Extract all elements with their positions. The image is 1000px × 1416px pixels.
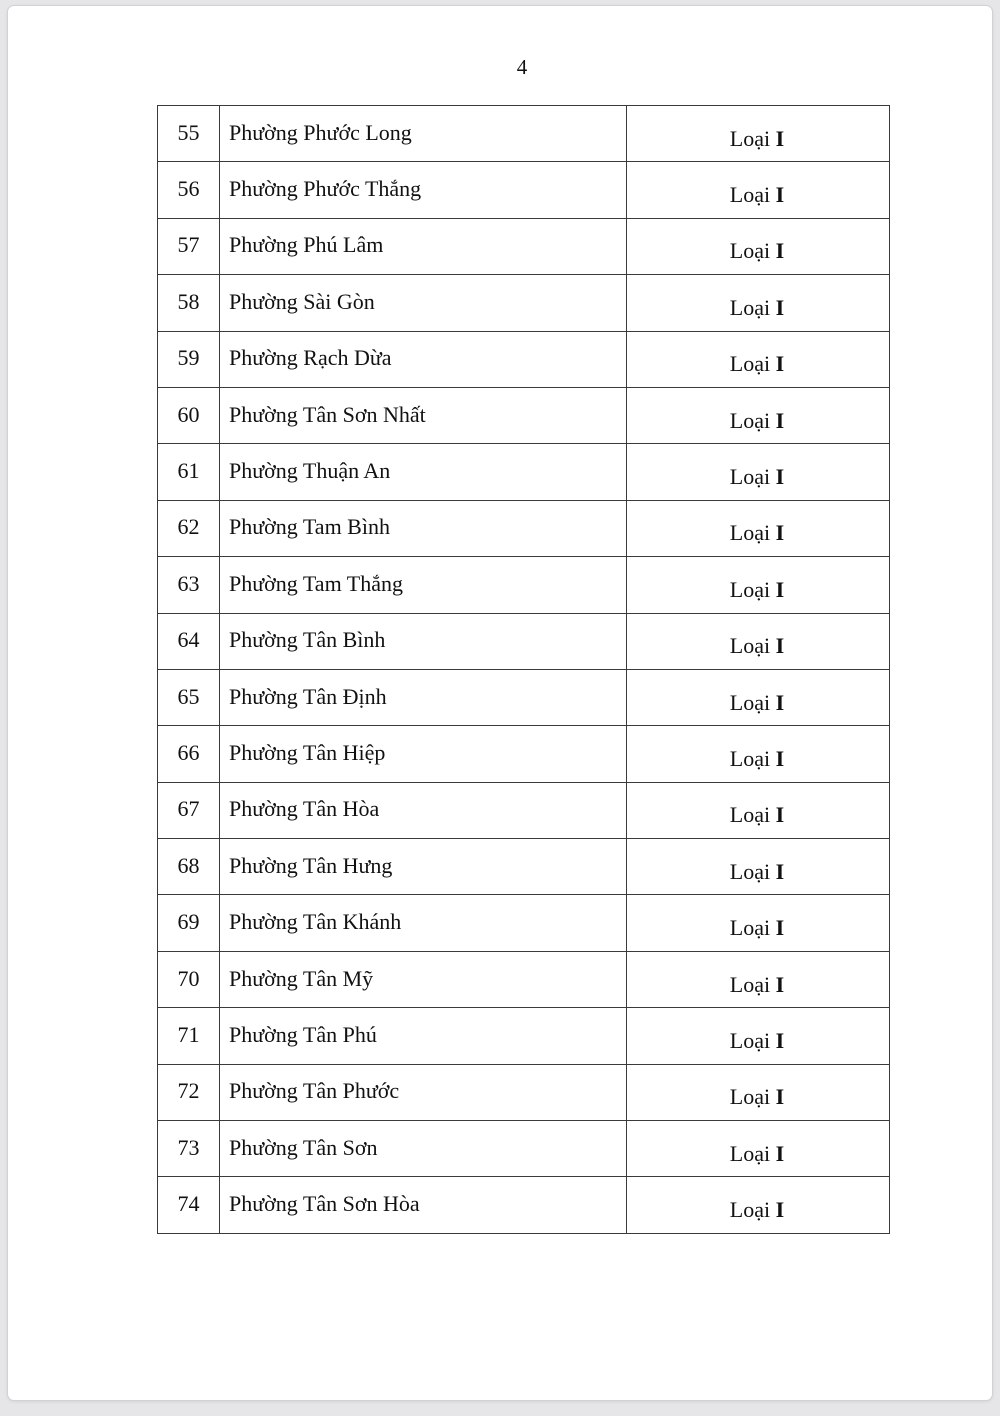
classification — [730, 408, 784, 433]
row-number-cell — [158, 500, 220, 556]
row-number-cell — [158, 162, 220, 218]
classification — [730, 464, 784, 489]
row-number: 65 — [177, 683, 200, 709]
table-row — [158, 669, 890, 725]
row-number: 62 — [177, 514, 200, 540]
ward-name-cell — [220, 1121, 627, 1177]
table-row — [158, 275, 890, 331]
classification-word: Loại — [729, 1197, 771, 1223]
row-number: 69 — [177, 909, 200, 935]
classification — [730, 802, 784, 827]
row-number-cell — [158, 387, 220, 443]
row-number: 68 — [177, 852, 200, 878]
classification-level: I — [775, 238, 785, 264]
row-number: 67 — [177, 796, 200, 822]
row-number: 72 — [177, 1078, 200, 1104]
row-number: 73 — [177, 1134, 200, 1160]
row-number: 55 — [177, 119, 200, 145]
ward-name-cell — [220, 782, 627, 838]
row-number: 71 — [177, 1021, 200, 1047]
classification-level: I — [775, 915, 785, 941]
row-number-cell — [158, 331, 220, 387]
classification-cell — [627, 726, 890, 782]
ward-name-cell — [220, 613, 627, 669]
classification-word: Loại — [729, 689, 771, 715]
row-number-cell — [158, 839, 220, 895]
row-number: 56 — [177, 176, 200, 202]
ward-name-cell — [220, 557, 627, 613]
classification-word: Loại — [729, 858, 771, 884]
row-number: 74 — [177, 1191, 200, 1217]
ward-name-cell — [220, 726, 627, 782]
classification-word: Loại — [729, 294, 771, 320]
table-row — [158, 162, 890, 218]
classification-level: I — [775, 1197, 785, 1223]
classification-level: I — [775, 802, 785, 828]
classification-cell — [627, 1121, 890, 1177]
row-number: 59 — [177, 345, 200, 371]
classification-cell — [627, 1008, 890, 1064]
ward-name: Phường Tân Phú — [229, 1021, 377, 1047]
ward-name: Phường Phú Lâm — [229, 232, 384, 258]
classification — [730, 1141, 784, 1166]
row-number-cell — [158, 218, 220, 274]
ward-name-cell — [220, 162, 627, 218]
table-row — [158, 782, 890, 838]
ward-name: Phường Tân Hòa — [229, 796, 380, 822]
ward-name-cell — [220, 1064, 627, 1120]
table-row — [158, 726, 890, 782]
row-number-cell — [158, 106, 220, 162]
classification-word: Loại — [729, 971, 771, 997]
classification-cell — [627, 275, 890, 331]
table-row — [158, 106, 890, 162]
row-number: 58 — [177, 288, 200, 314]
classification-word: Loại — [729, 238, 771, 264]
ward-name: Phường Tân Hưng — [229, 852, 393, 878]
ward-name: Phường Tân Hiệp — [229, 739, 386, 765]
table-row — [158, 895, 890, 951]
table-row — [158, 1008, 890, 1064]
classification-cell — [627, 782, 890, 838]
classification-level: I — [775, 1084, 785, 1110]
classification — [730, 126, 784, 151]
ward-name-cell — [220, 839, 627, 895]
row-number-cell — [158, 1008, 220, 1064]
classification-level: I — [775, 576, 785, 602]
ward-name-cell — [220, 1008, 627, 1064]
row-number-cell — [158, 557, 220, 613]
classification — [730, 690, 784, 715]
ward-name-cell — [220, 669, 627, 725]
classification-level: I — [775, 182, 785, 208]
classification-level: I — [775, 689, 785, 715]
classification-cell — [627, 951, 890, 1007]
ward-name-cell — [220, 218, 627, 274]
ward-name-cell — [220, 895, 627, 951]
classification-cell — [627, 387, 890, 443]
ward-name: Phường Phước Long — [229, 119, 412, 145]
classification-word: Loại — [729, 520, 771, 546]
ward-name-cell — [220, 951, 627, 1007]
row-number-cell — [158, 444, 220, 500]
ward-name-cell — [220, 387, 627, 443]
row-number: 61 — [177, 458, 200, 484]
row-number: 64 — [177, 627, 200, 653]
row-number-cell — [158, 1177, 220, 1233]
table-row — [158, 839, 890, 895]
classification — [730, 182, 784, 207]
row-number: 63 — [177, 570, 200, 596]
row-number-cell — [158, 1064, 220, 1120]
classification-word: Loại — [729, 1140, 771, 1166]
ward-name-cell — [220, 1177, 627, 1233]
ward-name: Phường Tân Bình — [229, 627, 386, 653]
table-row — [158, 1121, 890, 1177]
classification-word: Loại — [729, 633, 771, 659]
classification-word: Loại — [729, 802, 771, 828]
classification-level: I — [775, 858, 785, 884]
ward-name-cell — [220, 275, 627, 331]
classification-level: I — [775, 294, 785, 320]
classification-word: Loại — [729, 464, 771, 490]
classification-cell — [627, 557, 890, 613]
row-number-cell — [158, 895, 220, 951]
row-number-cell — [158, 782, 220, 838]
classification-level: I — [775, 464, 785, 490]
table-row — [158, 331, 890, 387]
classification — [730, 972, 784, 997]
classification-cell — [627, 218, 890, 274]
classification-cell — [627, 613, 890, 669]
classification-word: Loại — [729, 576, 771, 602]
ward-name: Phường Rạch Dừa — [229, 345, 392, 371]
ward-name: Phường Tam Bình — [229, 514, 390, 540]
row-number-cell — [158, 613, 220, 669]
row-number-cell — [158, 669, 220, 725]
ward-name: Phường Tân Khánh — [229, 909, 402, 935]
table-row — [158, 1177, 890, 1233]
classification-level: I — [775, 125, 785, 151]
classification — [730, 1084, 784, 1109]
row-number-cell — [158, 1121, 220, 1177]
classification — [730, 238, 784, 263]
classification-word: Loại — [729, 407, 771, 433]
table-body — [158, 106, 890, 1234]
classification — [730, 746, 784, 771]
ward-name-cell — [220, 500, 627, 556]
ward-name-cell — [220, 444, 627, 500]
classification-cell — [627, 1064, 890, 1120]
classification-cell — [627, 669, 890, 725]
row-number-cell — [158, 275, 220, 331]
table-row — [158, 218, 890, 274]
table-row — [158, 500, 890, 556]
ward-name: Phường Tân Sơn Hòa — [229, 1191, 420, 1217]
ward-name: Phường Sài Gòn — [229, 288, 375, 314]
classification-level: I — [775, 1140, 785, 1166]
classification-level: I — [775, 1027, 785, 1053]
row-number: 66 — [177, 739, 200, 765]
table-row — [158, 444, 890, 500]
classification-word: Loại — [729, 1027, 771, 1053]
table-row — [158, 951, 890, 1007]
classification-level: I — [775, 407, 785, 433]
ward-name-cell — [220, 331, 627, 387]
ward-name-cell — [220, 106, 627, 162]
ward-name: Phường Tam Thắng — [229, 570, 403, 596]
classification-cell — [627, 500, 890, 556]
page-number: 4 — [516, 55, 528, 79]
classification-cell — [627, 331, 890, 387]
classification-level: I — [775, 633, 785, 659]
ward-name: Phường Thuận An — [229, 458, 391, 484]
classification-level: I — [775, 520, 785, 546]
row-number-cell — [158, 726, 220, 782]
table-row — [158, 613, 890, 669]
ward-name: Phường Tân Sơn Nhất — [229, 401, 426, 427]
classification-word: Loại — [729, 351, 771, 377]
classification — [730, 859, 784, 884]
classification-cell — [627, 839, 890, 895]
table-row — [158, 557, 890, 613]
classification-level: I — [775, 745, 785, 771]
ward-name: Phường Tân Mỹ — [229, 965, 374, 991]
classification — [730, 1197, 784, 1222]
classification-cell — [627, 162, 890, 218]
classification-word: Loại — [729, 125, 771, 151]
row-number: 60 — [177, 401, 200, 427]
table-row — [158, 1064, 890, 1120]
classification-cell — [627, 895, 890, 951]
ward-name: Phường Tân Sơn — [229, 1134, 378, 1160]
classification — [730, 915, 784, 940]
row-number-cell — [158, 951, 220, 1007]
classification-word: Loại — [729, 745, 771, 771]
classification-level: I — [775, 351, 785, 377]
classification-cell — [627, 106, 890, 162]
classification — [730, 295, 784, 320]
classification — [730, 351, 784, 376]
table-row — [158, 387, 890, 443]
classification-word: Loại — [729, 182, 771, 208]
classification — [730, 577, 784, 602]
ward-classification-table — [157, 105, 890, 1234]
classification — [730, 520, 784, 545]
ward-name: Phường Tân Phước — [229, 1078, 400, 1104]
classification — [730, 1028, 784, 1053]
document-page — [8, 6, 992, 1400]
ward-name: Phường Phước Thắng — [229, 176, 422, 202]
ward-name: Phường Tân Định — [229, 683, 387, 709]
row-number: 70 — [177, 965, 200, 991]
classification-level: I — [775, 971, 785, 997]
classification-word: Loại — [729, 915, 771, 941]
classification-cell — [627, 444, 890, 500]
classification — [730, 633, 784, 658]
classification-word: Loại — [729, 1084, 771, 1110]
row-number: 57 — [177, 232, 200, 258]
classification-cell — [627, 1177, 890, 1233]
